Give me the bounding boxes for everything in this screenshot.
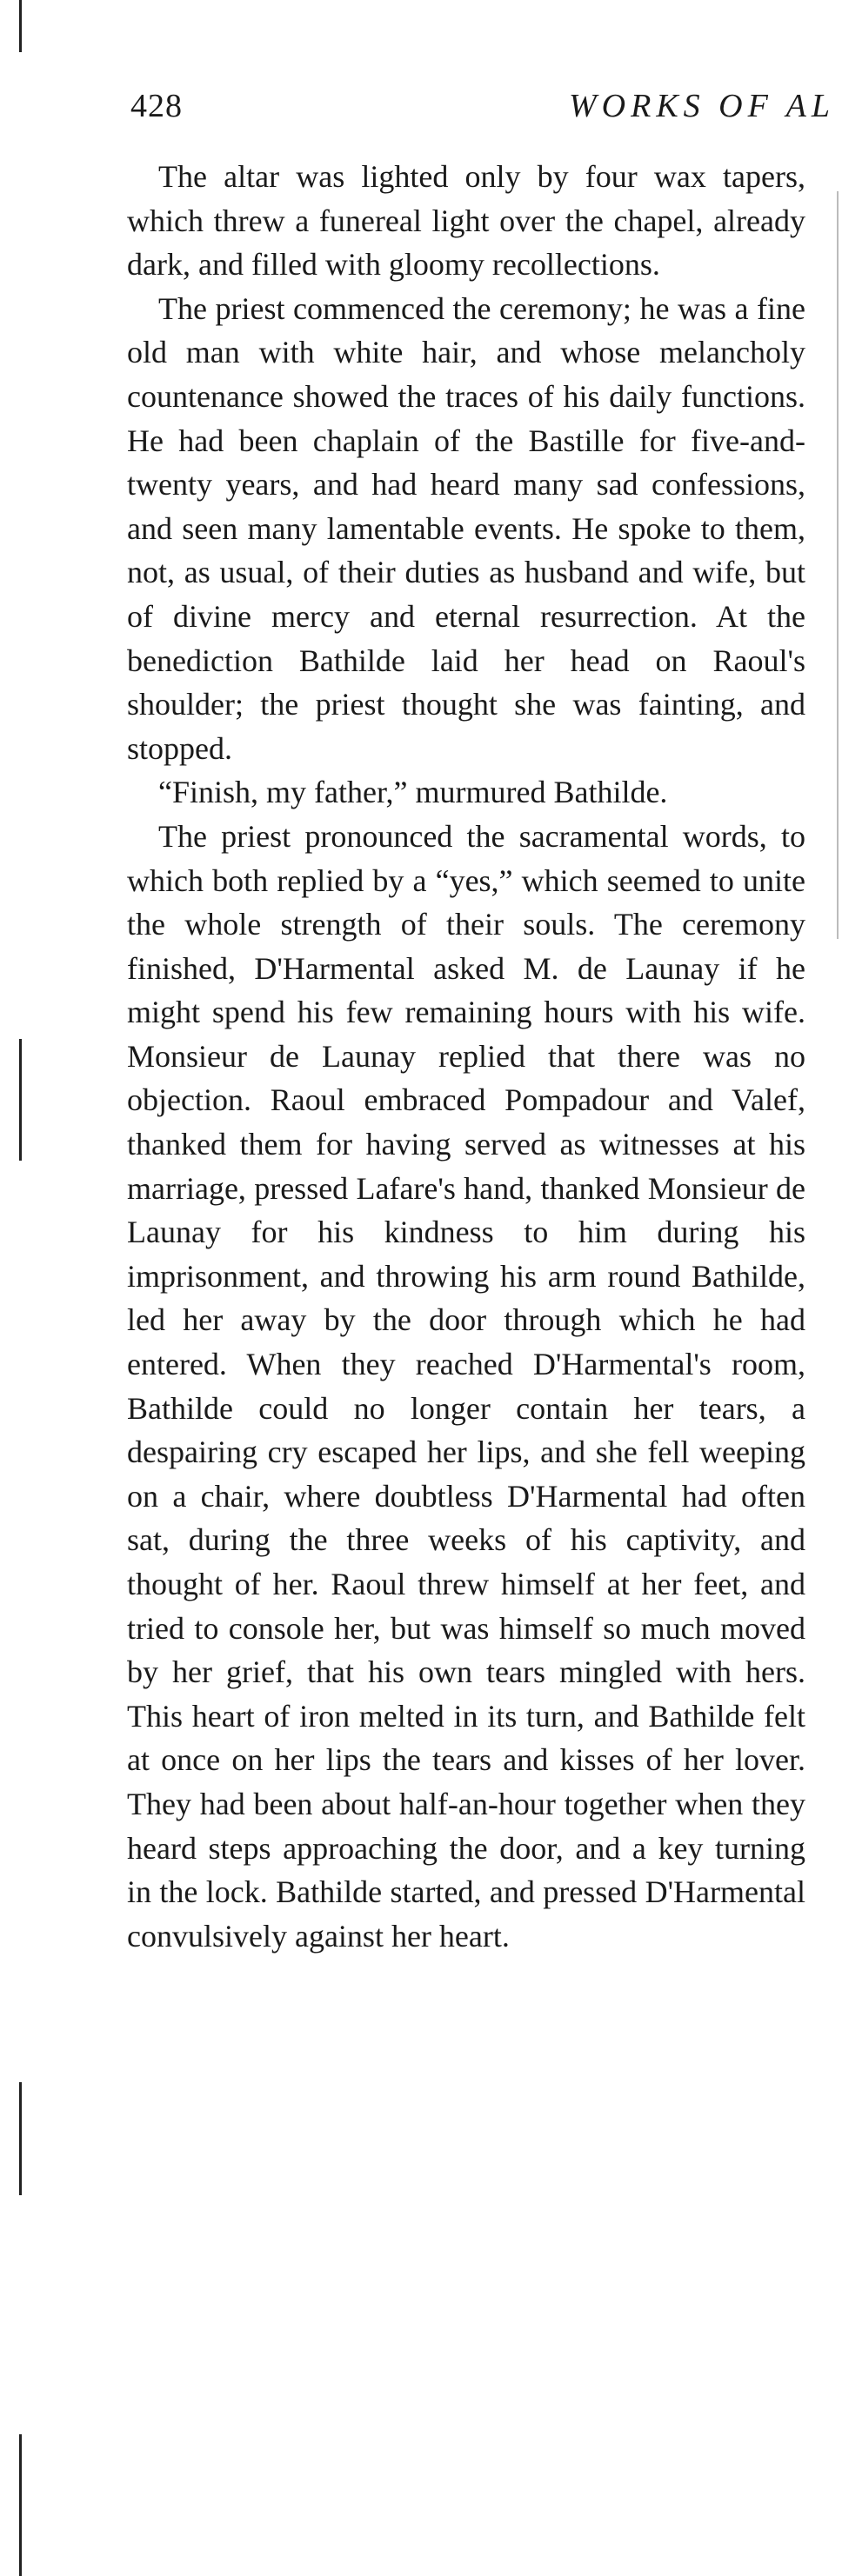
page-number: 428 [130,88,183,124]
paragraph: “Finish, my father,” murmured Bathilde. [158,775,668,810]
paragraph: The priest commenced the ceremony; he was a fine old man with white hair, and whose melancholy countenance showed the traces of his daily functions. He had been chaplain of the Bastille for five-and-twenty years, and had heard many sad confessions, and seen many lamentable events. He spoke to them, not, as usual, of their duties as husband and wife, but of divine mercy and eternal resurrection. At the benediction Bathilde laid her head on Raoul's shoulder; the priest thought she was fainting, and stopped. [127,290,805,766]
page-header [130,87,835,139]
running-head: WORKS OF AL [569,88,835,124]
page-edge-mark [837,191,839,939]
paragraph: The altar was lighted only by four wax tapers, which threw a funereal light over the chapel, already dark, and filled with gloomy recollections. [127,159,805,283]
paragraph: The priest pronounced the sacramental words, to which both replied by a “yes,” which seemed to unite the whole strength of their souls. The ceremony finished, D'Harmental asked M. de Launay if he might spend his few remaining hours with his wife. Monsieur de Launay replied that there was no objection. Raoul embraced Pompadour and Valef, thanked them for having served as witnesses at his marriage, pressed Lafare's hand, thanked Monsieur de Launay for his kindness to him during his imprisonment, and throwing his arm round Bathilde, led her away by the door through which he had entered. When they reached D'Harmental's room, Bathilde could no longer contain her tears, a despairing cry escaped her lips, and she fell weeping on a chair, where doubtless D'Harmental had often sat, during the three weeks of his captivity, and thought of her. Raoul threw himself at her feet, and tried to console her, but was himself so much moved by her grief, that his own tears mingled with hers. This heart of iron melted in its turn, and Bathilde felt at once on her lips the tears and kisses of her lover. They had been about half-an-hour together when they heard steps approaching the door, and a key turning in the lock. Bathilde started, and pressed D'Harmental convulsively against her heart. [127,818,805,1954]
page-edge-mark [19,1039,22,1161]
body-text [127,155,805,1958]
page-edge-mark [19,0,22,52]
page-edge-mark [19,2082,22,2195]
page-edge-mark [19,2434,22,2576]
